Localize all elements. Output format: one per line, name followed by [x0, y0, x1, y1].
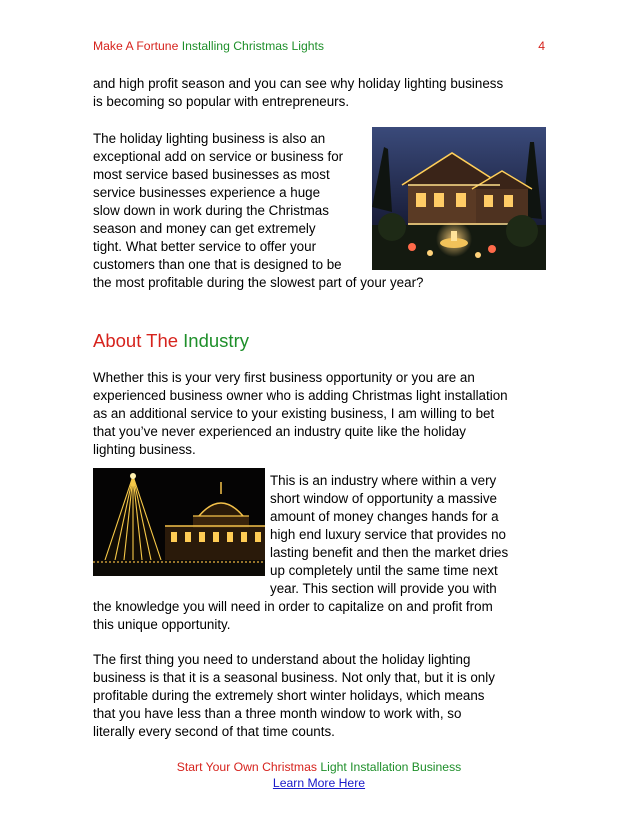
text-line: The holiday lighting business is also an: [93, 131, 326, 146]
lit-tree-image: [93, 468, 265, 576]
text-line: that you’ve never experienced an industry quite like the holiday: [93, 424, 466, 439]
industry-window-paragraph-right: [270, 472, 508, 598]
text-line: the knowledge you will need in order to capitalize on and profit from: [93, 599, 493, 614]
seasonal-business-paragraph: [93, 651, 495, 741]
text-line: and high profit season and you can see why holiday lighting business: [93, 76, 504, 91]
text-line: amount of money changes hands for a: [270, 509, 499, 524]
text-line: season and money can get extremely: [93, 221, 316, 236]
text-line: service businesses experience a huge: [93, 185, 321, 200]
footer-text-part2: Light Installation Business: [320, 760, 462, 774]
footer-link-row: [0, 776, 638, 790]
section-heading-part1: About The: [93, 330, 179, 351]
text-line: most service based businesses as most: [93, 167, 330, 182]
page-number: 4: [538, 39, 545, 53]
text-line: is becoming so popular with entrepreneurs.: [93, 94, 350, 109]
page-header: [93, 39, 545, 55]
footer-text-part1: Start Your Own Christmas: [176, 760, 321, 774]
text-line: short window of opportunity a massive: [270, 491, 498, 506]
text-line: business is that it is a seasonal business. Not only that, but it is only: [93, 670, 495, 685]
text-line: this unique opportunity.: [93, 617, 231, 632]
text-line: experienced business owner who is adding Christmas light installation: [93, 388, 508, 403]
learn-more-link[interactable]: Learn More Here: [272, 776, 366, 790]
text-line: profitable during the extremely short winter holidays, which means: [93, 688, 485, 703]
text-line: The first thing you need to understand about the holiday lighting: [93, 652, 471, 667]
text-line: exceptional add on service or business for: [93, 149, 344, 164]
text-line: as an additional service to your existing business, I am willing to bet: [93, 406, 495, 421]
text-line: that you have less than a three month window to work with, so: [93, 706, 462, 721]
text-line: This is an industry where within a very: [270, 473, 497, 488]
section-heading: [93, 330, 249, 352]
text-line: Whether this is your very first business opportunity or you are an: [93, 370, 475, 385]
holiday-lighting-paragraph: [93, 130, 423, 292]
text-line: lasting benefit and then the market dries: [270, 545, 509, 560]
industry-window-paragraph-full: [93, 598, 493, 634]
text-line: literally every second of that time counts.: [93, 724, 335, 739]
lit-tree-photo: [93, 468, 265, 576]
industry-intro-paragraph: [93, 369, 508, 459]
text-line: high end luxury service that provides no: [270, 527, 506, 542]
text-line: customers than one that is designed to be: [93, 257, 342, 272]
text-line: slow down in work during the Christmas: [93, 203, 329, 218]
text-line: year. This section will provide you with: [270, 581, 497, 596]
footer-promo: [0, 760, 638, 774]
header-title-part1: Make A Fortune: [93, 39, 182, 53]
section-heading-part2: Industry: [178, 330, 249, 351]
header-title-part2: Installing Christmas Lights: [181, 39, 324, 53]
intro-paragraph: [93, 75, 503, 111]
text-line: up completely until the same time next: [270, 563, 498, 578]
text-line: lighting business.: [93, 442, 196, 457]
text-line: tight. What better service to offer your: [93, 239, 317, 254]
text-line: the most profitable during the slowest part of your year?: [93, 275, 424, 290]
